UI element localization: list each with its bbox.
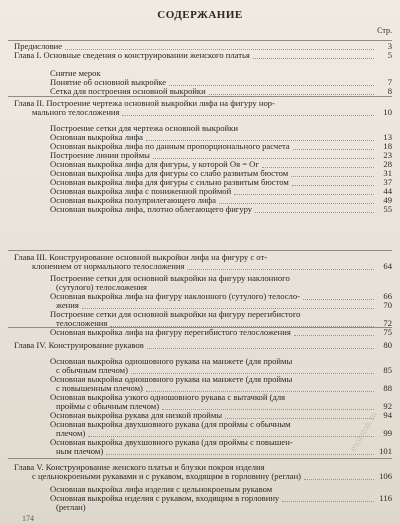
leader-dots — [291, 176, 374, 177]
leader-dots — [187, 269, 374, 270]
toc-entry-title: Основная выкройка лифа для фигуры, у которой Оя = Ог — [50, 159, 259, 169]
toc-entry-title: ным плечом) — [56, 446, 104, 456]
toc-entry-title: Сетка для построения основной выкройки — [50, 86, 206, 96]
toc-entry-title: Основная выкройка лифа на фигуру перегибистого телосложения — [50, 327, 291, 337]
toc-page-number: 3 — [387, 41, 392, 51]
leader-dots — [106, 454, 374, 455]
toc-page-number: 10 — [383, 107, 392, 117]
toc-entry-title: Предисловие — [14, 41, 63, 51]
toc-entry — [32, 107, 119, 117]
toc-entry-title: Понятие об основной выкройке — [50, 77, 167, 87]
toc-page-number: 116 — [379, 493, 392, 503]
toc-entry-title: клонением от нормального телосложения — [32, 261, 185, 271]
toc-entry-title: Глава III. Конструирование основной выкройки лифа на фигуру с от- — [14, 252, 268, 262]
toc-entry-title: Основная выкройка лифа для фигуры со слабо развитым бюстом — [50, 168, 289, 178]
leader-dots — [122, 115, 374, 116]
toc-entry-title: Основная выкройка лифа для фигуры с сильно развитым бюстом — [50, 177, 289, 187]
toc-entry — [50, 204, 252, 214]
toc-page-number: 88 — [383, 383, 392, 393]
toc-entry — [50, 419, 291, 429]
page-title: СОДЕРЖАНИЕ — [157, 9, 243, 21]
toc-page-number: 85 — [383, 365, 392, 375]
toc-entry — [14, 340, 144, 350]
toc-entry — [56, 446, 103, 456]
toc-entry-title: Основная выкройка двухшовного рукава (для проймы с повышен- — [50, 437, 293, 447]
toc-entry-title: Основная выкройка лифа изделия с цельнокроеным рукавом — [50, 484, 273, 494]
toc-entry-title: Основная выкройка полуприлегающего лифа — [50, 195, 216, 205]
leader-dots — [293, 149, 374, 150]
leader-dots — [303, 299, 374, 300]
leader-dots — [255, 212, 374, 213]
toc-page-number: 37 — [383, 177, 392, 187]
leader-dots — [253, 58, 374, 59]
toc-page-number: 99 — [383, 428, 392, 438]
toc-entry-title: Построение сетки для чертежа основной выкройки — [50, 123, 238, 133]
toc-entry-title: Основная выкройка лифа, плотно облегающего фигуру — [50, 204, 253, 214]
leader-dots — [147, 348, 374, 349]
toc-entry-title: (реглан) — [56, 502, 86, 512]
toc-entry-title: с обычным плечом) — [56, 365, 128, 375]
toc-entry-title: телосложения — [56, 318, 108, 328]
toc-entry-title: Глава I. Основные сведения о конструировании женского платья — [14, 50, 250, 60]
toc-page-number: 72 — [383, 318, 392, 328]
toc-entry-title: Основная выкройка одношовного рукава на манжете (для проймы — [50, 374, 293, 384]
toc-entry — [56, 502, 86, 512]
toc-entry-title: Основная выкройка лифа по данным пропорционального расчета — [50, 141, 290, 151]
toc-page-number: 28 — [383, 159, 392, 169]
toc-entry-title: мального телосложения — [32, 107, 120, 117]
toc-entry — [50, 327, 291, 337]
toc-page-number: 8 — [387, 86, 392, 96]
leader-dots — [209, 94, 374, 95]
toc-entry — [32, 471, 301, 481]
leader-dots — [292, 185, 374, 186]
toc-page-number: 5 — [387, 50, 392, 60]
toc-page-number: 75 — [383, 327, 392, 337]
toc-entry-title: Построение сетки для основной выкройки на фигуру наклонного — [50, 273, 290, 283]
toc-page-number: 80 — [383, 340, 392, 350]
toc-entry — [50, 86, 206, 96]
toc-entry-title: Основная выкройка лифа с пониженной проймой — [50, 186, 232, 196]
toc-page-number: 49 — [383, 195, 392, 205]
toc-entry-title: Глава II. Построение чертежа основной выкройки лифа на фигуру нор- — [14, 98, 275, 108]
toc-entry — [32, 261, 184, 271]
toc-entry-title: с повышенным плечом) — [56, 383, 143, 393]
toc-entry-title: проймы с обычным плечом) — [56, 401, 160, 411]
toc-entry-title: Основная выкройка рукава для низкой проймы — [50, 410, 223, 420]
leader-dots — [294, 335, 374, 336]
toc-entry-title: Глава V. Конструирование женского платья и блузки покроя изделия — [14, 462, 265, 472]
toc-page-number: 101 — [379, 446, 392, 456]
toc-entry — [14, 50, 250, 60]
watermark: molotok.ru — [348, 409, 380, 454]
toc-entry-title: Глава IV. Конструирование рукавов — [14, 340, 144, 350]
toc-entry — [50, 291, 300, 301]
toc-page-number: 31 — [383, 168, 392, 178]
page-number: 174 — [22, 514, 34, 523]
leader-dots — [282, 501, 374, 502]
toc-entry-title: с цельнокроеными рукавами и с рукавом, входящим в горловину (реглан) — [32, 471, 302, 481]
toc-page-number: 106 — [379, 471, 392, 481]
toc-page-number: 7 — [387, 77, 392, 87]
toc-entry-title: плечом) — [56, 428, 86, 438]
toc-entry-title: Основная выкройка лифа — [50, 132, 143, 142]
toc-page-number: 64 — [383, 261, 392, 271]
toc-entry-title: Основная выкройка узкого одношовного рукава с вытачкой (для — [50, 392, 286, 402]
toc-page-number: 44 — [383, 186, 392, 196]
toc-entry-title: Основная выкройка двухшовного рукава (для проймы с обычным — [50, 419, 291, 429]
toc-page-number: 92 — [383, 401, 392, 411]
toc-entry-title: Основная выкройка изделия с рукавом, входящим в горловину — [50, 493, 280, 503]
toc-page-number: 70 — [383, 300, 392, 310]
toc-entry-title: жения — [56, 300, 79, 310]
toc-entry-title: Основная выкройка одношовного рукава на манжете (для проймы — [50, 356, 293, 366]
toc-page-number: 23 — [383, 150, 392, 160]
toc-entry-title: Основная выкройка лифа на фигуру наклонного (сутулого) телосло- — [50, 291, 300, 301]
toc-entry-title: Построение линии проймы — [50, 150, 150, 160]
toc-entry-title: (сутулого) телосложения — [56, 282, 147, 292]
leader-dots — [234, 194, 374, 195]
page-column-header: Стр. — [377, 26, 392, 35]
leader-dots — [304, 479, 374, 480]
toc-page-number: 66 — [383, 291, 392, 301]
toc-page-number: 94 — [383, 410, 392, 420]
toc-page-number: 55 — [383, 204, 392, 214]
toc-page-number: 13 — [383, 132, 392, 142]
toc-page-number: 18 — [383, 141, 392, 151]
toc-entry-title: Построение сетки для основной выкройки на фигуру перегибистого — [50, 309, 301, 319]
toc-entry-title: Снятие мерок — [50, 68, 101, 78]
